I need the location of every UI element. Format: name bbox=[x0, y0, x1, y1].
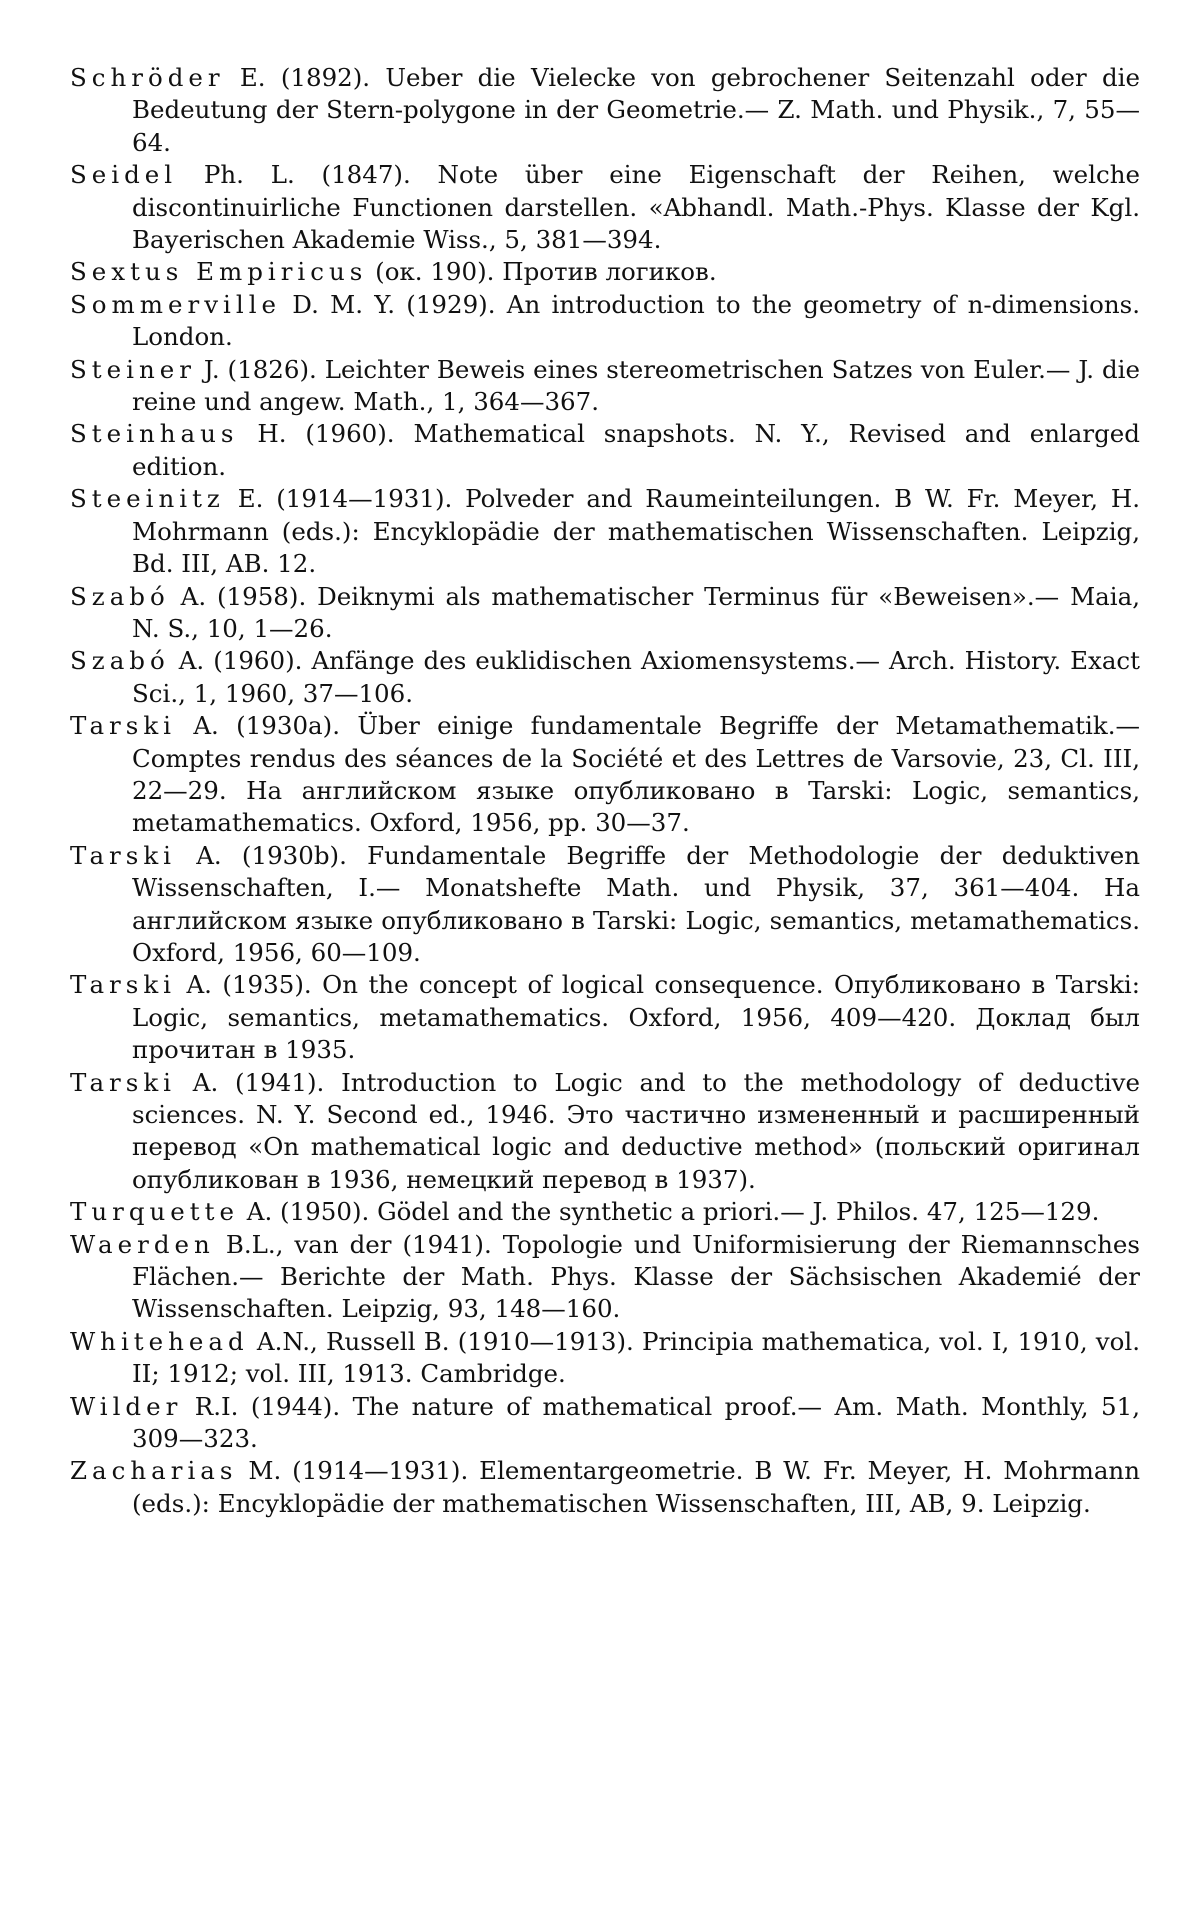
entry-author: Waerden bbox=[70, 1230, 215, 1259]
entry-text: J. (1826). Leichter Beweis eines stereometrischen Satzes von Euler.— J. die reine und angew. Math., 1, 364—367. bbox=[132, 355, 1140, 416]
entry-author: Schröder bbox=[70, 63, 225, 92]
bibliography-entry bbox=[70, 581, 1140, 646]
entry-author: Wilder bbox=[70, 1392, 182, 1421]
entry-text: A. (1941). Introduction to Logic and to the methodology of deductive sciences. N. Y. Second ed., 1946. Это частично измененный и расширенный перевод «On mathematical logic and deductive method» (польский оригинал опубликован в 1936, немецкий перевод в 1937). bbox=[132, 1068, 1140, 1194]
entry-text: Ph. L. (1847). Note über eine Eigenschaft der Reihen, welche discontinuirliche Functionen darstellen. «Abhandl. Math.-Phys. Klasse der Kgl. Bayerischen Akademie Wiss., 5, 381—394. bbox=[132, 160, 1140, 254]
bibliography-entry bbox=[70, 1455, 1140, 1520]
entry-author: Whitehead bbox=[70, 1327, 249, 1356]
bibliography-entry bbox=[70, 1229, 1140, 1326]
bibliography-entry bbox=[70, 645, 1140, 710]
entry-author: Sommerville bbox=[70, 290, 281, 319]
bibliography-entry bbox=[70, 1196, 1140, 1228]
entry-text: E. (1892). Ueber die Vielecke von gebrochener Seitenzahl oder die Bedeutung der Stern-polygone in der Geometrie.— Z. Math. und Physik., 7, 55—64. bbox=[132, 63, 1140, 157]
bibliography-entry bbox=[70, 1326, 1140, 1391]
bibliography-entry bbox=[70, 483, 1140, 580]
bibliography-entry bbox=[70, 256, 1140, 288]
entry-author: Steiner bbox=[70, 355, 196, 384]
entry-text: D. M. Y. (1929). An introduction to the geometry of n-dimensions. London. bbox=[132, 290, 1140, 351]
bibliography-page bbox=[70, 62, 1140, 1520]
entry-author: Zacharias bbox=[70, 1456, 237, 1485]
bibliography-entry bbox=[70, 418, 1140, 483]
entry-author: Tarski bbox=[70, 711, 176, 740]
entry-text: H. (1960). Mathematical snapshots. N. Y., Revised and enlarged edition. bbox=[132, 419, 1140, 480]
entry-author: Steinhaus bbox=[70, 419, 238, 448]
bibliography-entry bbox=[70, 710, 1140, 840]
entry-text: A. (1935). On the concept of logical consequence. Опубликовано в Tarski: Logic, semantics, metamathematics. Oxford, 1956, 409—420. Доклад был прочитан в 1935. bbox=[132, 970, 1140, 1064]
bibliography-entry bbox=[70, 289, 1140, 354]
entry-text: E. (1914—1931). Polveder and Raumeinteilungen. B W. Fr. Meyer, H. Mohrmann (eds.): Encyklopädie der mathematischen Wissenschaften. Leipzig, Bd. III, AB. 12. bbox=[132, 484, 1140, 578]
entry-author: Steeinitz bbox=[70, 484, 225, 513]
entry-author: Tarski bbox=[70, 1068, 176, 1097]
entry-text: B.L., van der (1941). Topologie und Uniformisierung der Riemannsches Flächen.— Berichte der Math. Phys. Klasse der Sächsischen Akademié der Wissenschaften. Leipzig, 93, 148—160. bbox=[132, 1230, 1140, 1324]
entry-author: Tarski bbox=[70, 970, 176, 999]
entry-text: A. (1930a). Über einige fundamentale Begriffe der Metamathematik.— Comptes rendus des séances de la Société et des Lettres de Varsovie, 23, Cl. III, 22—29. На английском языке опубликовано в Tarski: Logic, semantics, metamathematics. Oxford, 1956, pp. 30—37. bbox=[132, 711, 1140, 837]
entry-text: R.I. (1944). The nature of mathematical proof.— Am. Math. Monthly, 51, 309—323. bbox=[132, 1392, 1140, 1453]
bibliography-entry bbox=[70, 1067, 1140, 1197]
bibliography-entry bbox=[70, 354, 1140, 419]
bibliography-entry bbox=[70, 159, 1140, 256]
entry-author: Sextus Empiricus bbox=[70, 257, 367, 286]
bibliography-entry bbox=[70, 62, 1140, 159]
entry-text: M. (1914—1931). Elementargeometrie. B W. Fr. Meyer, H. Mohrmann (eds.): Encyklopädie der mathematischen Wissenschaften, III, AB, 9. Leipzig. bbox=[132, 1456, 1140, 1517]
entry-author: Tarski bbox=[70, 841, 176, 870]
entry-text: A. (1930b). Fundamentale Begriffe der Methodologie der deduktiven Wissenschaften, I.— Monatshefte Math. und Physik, 37, 361—404. На английском языке опубликовано в Tarski: Logic, semantics, metamathematics. Oxford, 1956, 60—109. bbox=[132, 841, 1140, 967]
entry-author: Szabó bbox=[70, 582, 170, 611]
entry-author: Seidel bbox=[70, 160, 177, 189]
entry-text: (ок. 190). Против логиков. bbox=[367, 257, 716, 286]
entry-text: A. (1960). Anfänge des euklidischen Axiomensystems.— Arch. History. Exact Sci., 1, 1960, 37—106. bbox=[132, 646, 1140, 707]
entry-text: A. (1958). Deiknymi als mathematischer Terminus für «Beweisen».— Maia, N. S., 10, 1—26. bbox=[132, 582, 1140, 643]
entry-author: Szabó bbox=[70, 646, 170, 675]
entry-text: A.N., Russell B. (1910—1913). Principia mathematica, vol. I, 1910, vol. II; 1912; vol. III, 1913. Cambridge. bbox=[132, 1327, 1140, 1388]
bibliography-entry bbox=[70, 1391, 1140, 1456]
entry-text: A. (1950). Gödel and the synthetic a priori.— J. Philos. 47, 125—129. bbox=[239, 1197, 1099, 1226]
bibliography-entry bbox=[70, 840, 1140, 970]
bibliography-entry bbox=[70, 969, 1140, 1066]
entry-author: Turquette bbox=[70, 1197, 239, 1226]
